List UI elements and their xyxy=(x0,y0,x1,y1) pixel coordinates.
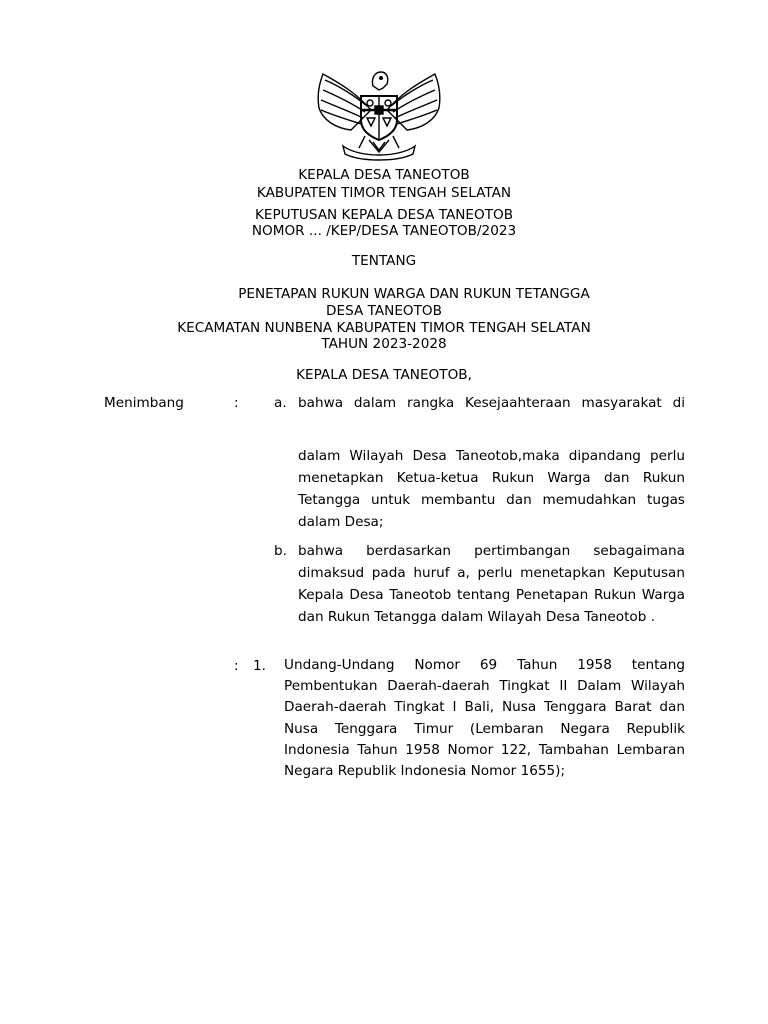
subject-line-3: KECAMATAN NUNBENA KABUPATEN TIMOR TENGAH SELATAN xyxy=(177,320,591,336)
item-b-text: bahwa berdasarkan pertimbangan sebagaimana dimaksud pada huruf a, perlu menetapkan Keputusan Kepala Desa Taneotob tentang Penetapan Rukun Warga dan Rukun Tetangga dalam Wilayah Desa Taneotob . xyxy=(298,543,685,625)
about-heading: TENTANG xyxy=(351,253,417,269)
remembering-colon: : xyxy=(234,658,239,674)
item-1-text: Undang-Undang Nomor 69 Tahun 1958 tentang Pembentukan Daerah-daerah Tingkat II Dalam Wilayah Daerah-daerah Tingkat I Bali, Nusa Tenggara Barat dan Nusa Tenggara Timur (Lembaran Negara Republik Indonesia Tahun 1958 Nomor 122, Tambahan Lembaran Negara Republik Indonesia Nomor 1655); xyxy=(284,657,685,780)
header-line-1: KEPALA DESA TANEOTOB xyxy=(298,167,470,183)
item-a-line1: bahwa dalam rangka Kesejaahteraan masyarakat di xyxy=(298,395,685,411)
decision-title: KEPUTUSAN KEPALA DESA TANEOTOB xyxy=(254,207,514,223)
considering-label: Menimbang xyxy=(104,395,184,411)
item-a-text: dalam Wilayah Desa Taneotob,maka dipandang perlu menetapkan Ketua-ketua Rukun Warga dan Rukun Tetangga untuk membantu dan memudahkan tugas dalam Desa; xyxy=(298,448,685,530)
item-1-marker: 1. xyxy=(253,658,266,674)
subject-line-4: TAHUN 2023-2028 xyxy=(321,336,447,352)
subject-line-2: DESA TANEOTOB xyxy=(326,303,442,319)
item-a-marker: a. xyxy=(274,395,287,411)
official-title: KEPALA DESA TANEOTOB, xyxy=(296,367,472,383)
subject-line-1: PENETAPAN RUKUN WARGA DAN RUKUN TETANGGA xyxy=(238,286,590,302)
considering-colon: : xyxy=(234,395,239,411)
garuda-emblem-icon xyxy=(309,66,449,162)
decision-number: NOMOR ... /KEP/DESA TANEOTOB/2023 xyxy=(251,223,517,239)
header-line-2: KABUPATEN TIMOR TENGAH SELATAN xyxy=(256,185,512,201)
item-b-marker: b. xyxy=(274,543,287,559)
